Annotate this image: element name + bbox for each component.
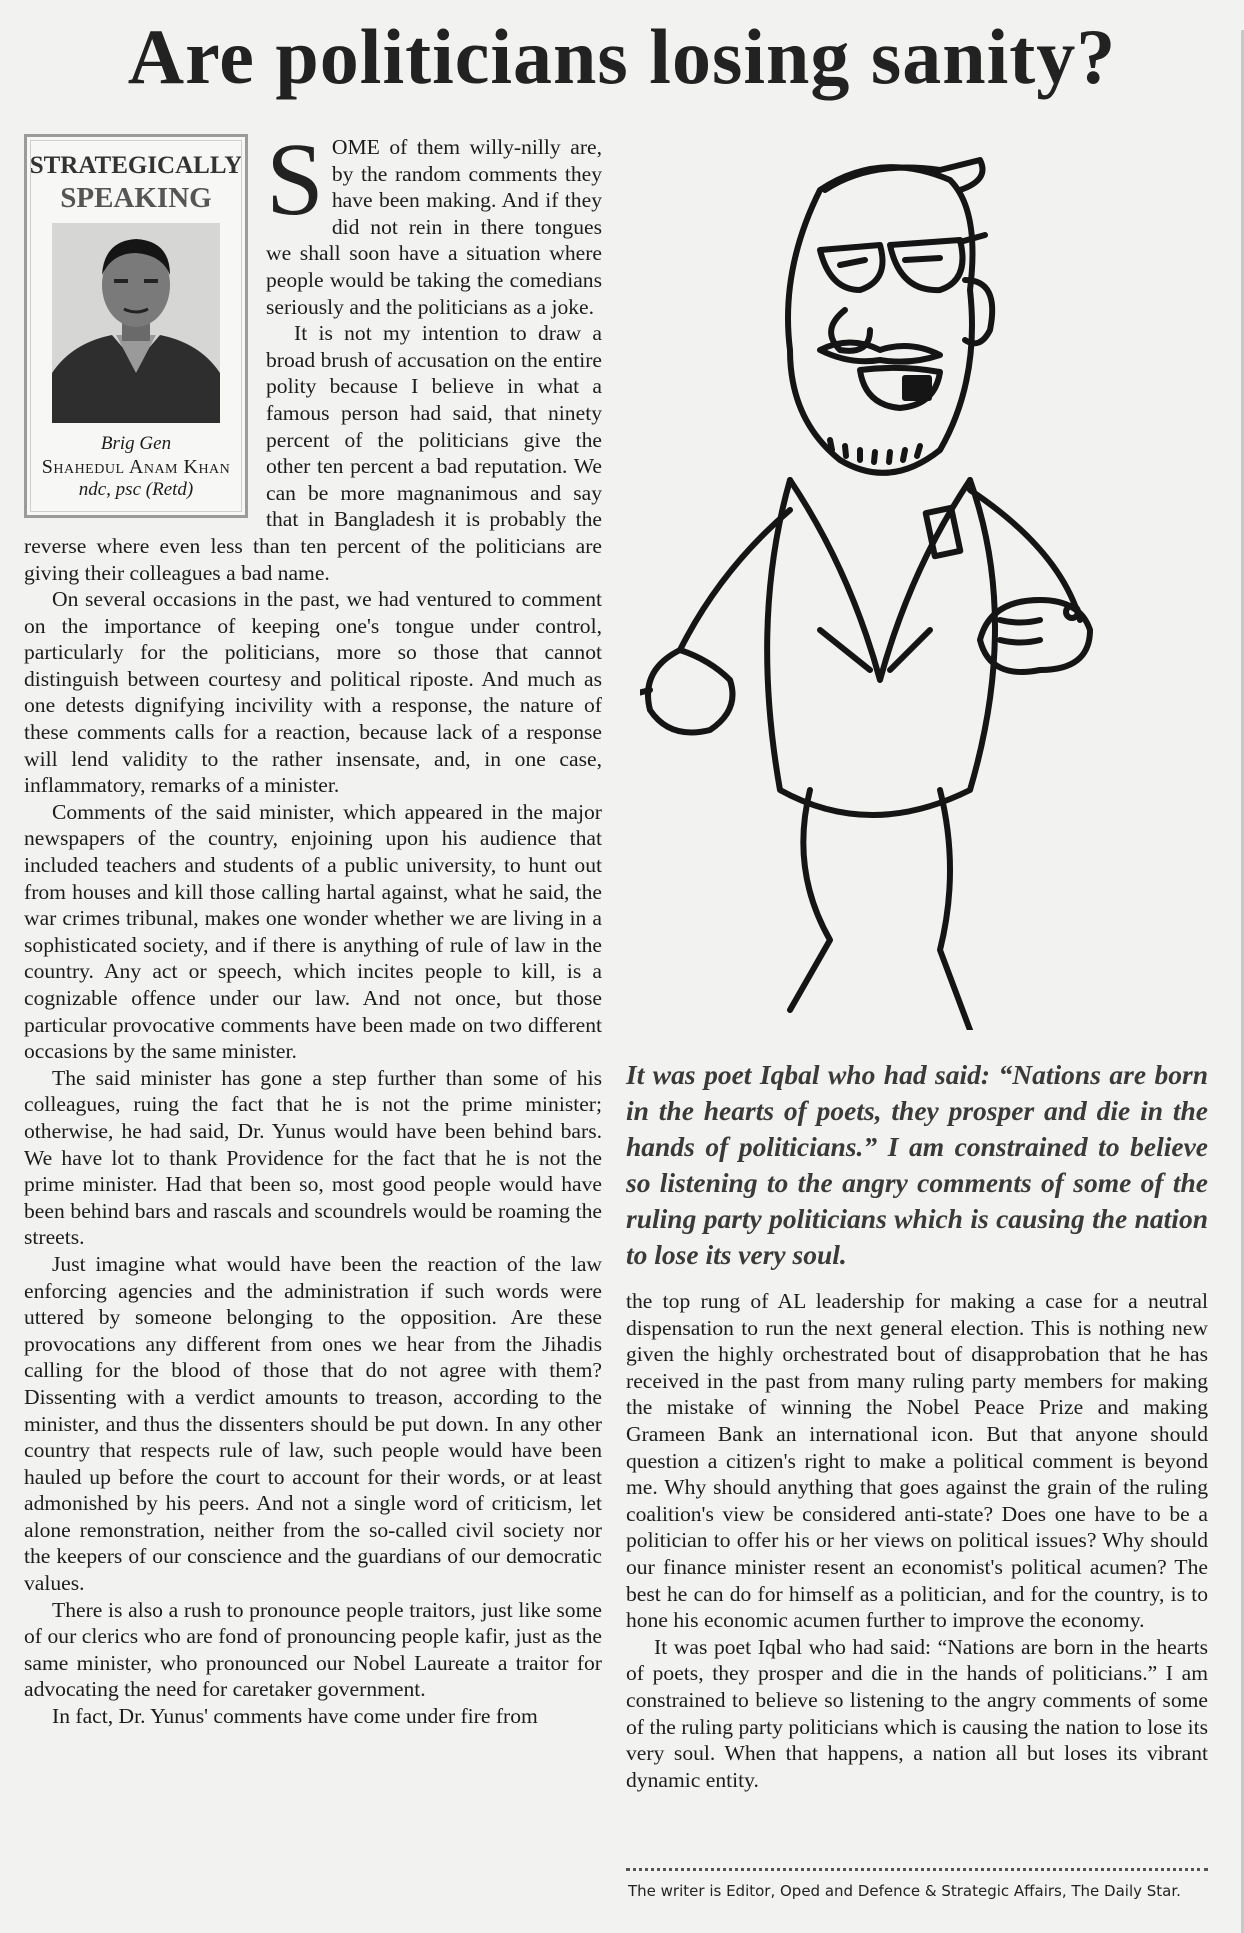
columnist-box [24,134,248,518]
article-paragraph: Comments of the said minister, which appeared in the major newspapers of the country, enjoining upon his audience that included teachers and students of a public university, to hunt out from houses and kill those calling hartal against, what he said, the war crimes tribunal, makes one wonder whether we are living in a sophisticated society, and if there is anything of rule of law in the country. Any act or speech, which incites people to kill, is a cognizable offence under our law. And not once, but those particular provocative comments have been made on two different occasions by the same minister. [24,799,602,1064]
pull-quote: It was poet Iqbal who had said: “Nations are born in the hearts of poets, they prosper and die in the hands of politicians.” I am constrained to believe so listening to the angry comments of some of the ruling party politicians which is causing the nation to lose its very soul. [626,1059,1208,1270]
article-paragraph: It is not my intention to draw a broad brush of accusation on the entire polity because I believe in what a famous person had said, that ninety percent of the politicians give the other ten percent a bad reputation. We can be more magnanimous and say that in Bangladesh it is probably the reverse where even less than ten percent of the politicians are giving their colleagues a bad name. [24,321,602,585]
author-photo [52,223,220,423]
writer-credit: The writer is Editor, Oped and Defence & Strategic Affairs, The Daily Star. [628,1882,1181,1900]
article-paragraph: OME of them willy-nilly are, by the random comments they have been making. And if they did not rein in there tongues we shall soon have a situation where people would be taking the comedians seriously and the politicians as a joke. [266,135,602,319]
article-paragraph: In fact, Dr. Yunus' comments have come under fire from [52,1704,538,1729]
author-rank: Brig Gen [100,433,172,454]
article-paragraph: There is also a rush to pronounce people traitors, just like some of our clerics who are fond of pronouncing people kafir, just as the same minister, who pronounced our Nobel Laureate a traitor for advocating the need for caretaker government. [24,1597,602,1702]
article-paragraph: the top rung of AL leadership for making a case for a neutral dispensation to run the next general election. This is nothing new given the highly orchestrated bout of disapprobation that he has received in the past from many ruling party members for making the mistake of winning the Nobel Peace Prize and making Grameen Bank an international icon. But that anyone should question a citizen's right to make a political comment is beyond me. Why should anything that goes against the grain of the ruling coalition's view be considered anti-state? Does one have to be a politician to offer his or her views on political issues? Why should our finance minister resent an economist's political acumen? The best he can do for himself as a politician, and for the country, is to hone his economic acumen further to improve the economy. [626,1289,1208,1633]
article-paragraph: On several occasions in the past, we had ventured to comment on the importance of keeping one's tongue under control, particularly for the politicians, more so those that cannot distinguish between courtesy and political riposte. And much as one detests dignifying incivility with a response, the nature of these comments calls for a reaction, because lack of a response will lend validity to the rather insensate, and, in one case, inflammatory, remarks of a minister. [24,587,602,798]
column-kicker-line1: STRATEGICALLY [29,152,243,179]
politician-cartoon [640,150,1200,1030]
headline: Are politicians losing sanity? [127,13,1117,100]
article-paragraph: The said minister has gone a step further than some of his colleagues, ruing the fact that he is not the prime minister; otherwise, he had said, Dr. Yunus would have been behind bars. We have lot to thank Providence for the fact that he is not the prime minister. Had that been so, most good people would have been behind bars and rascals and scoundrels would be roaming the streets. [24,1065,602,1250]
article-paragraph: Just imagine what would have been the reaction of the law enforcing agencies and the administration if such words were uttered by someone belonging to the opposition. Are these provocations any different from ones we hear from the Jihadis calling for the blood of those that do not agree with them? Dissenting with a verdict amounts to treason, according to the minister, and thus the dissenters should be put down. In any other country that respects rule of law, such people would have been hauled up before the court to account for their words, or at least admonished by his peers. And not a single word of criticism, let alone remonstration, neither from the so-called civil society nor the keepers of our conscience and the guardians of our democratic values. [24,1251,602,1596]
dotted-divider [626,1868,1208,1871]
author-name: Shahedul Anam Khan [41,456,231,478]
drop-cap: S [266,134,324,237]
column-kicker-line2: SPEAKING [60,182,212,214]
article-paragraph: It was poet Iqbal who had said: “Nations are born in the hearts of poets, they prosper and die in the hands of politicians.” I am constrained to believe so listening to the angry comments of some of the ruling party politicians which is causing the nation to lose its very soul. When that happens, a nation all but loses its vibrant dynamic entity. [626,1634,1208,1792]
left-column [24,134,602,1909]
author-credentials: ndc, psc (Retd) [78,479,194,500]
right-column [626,1288,1208,1848]
